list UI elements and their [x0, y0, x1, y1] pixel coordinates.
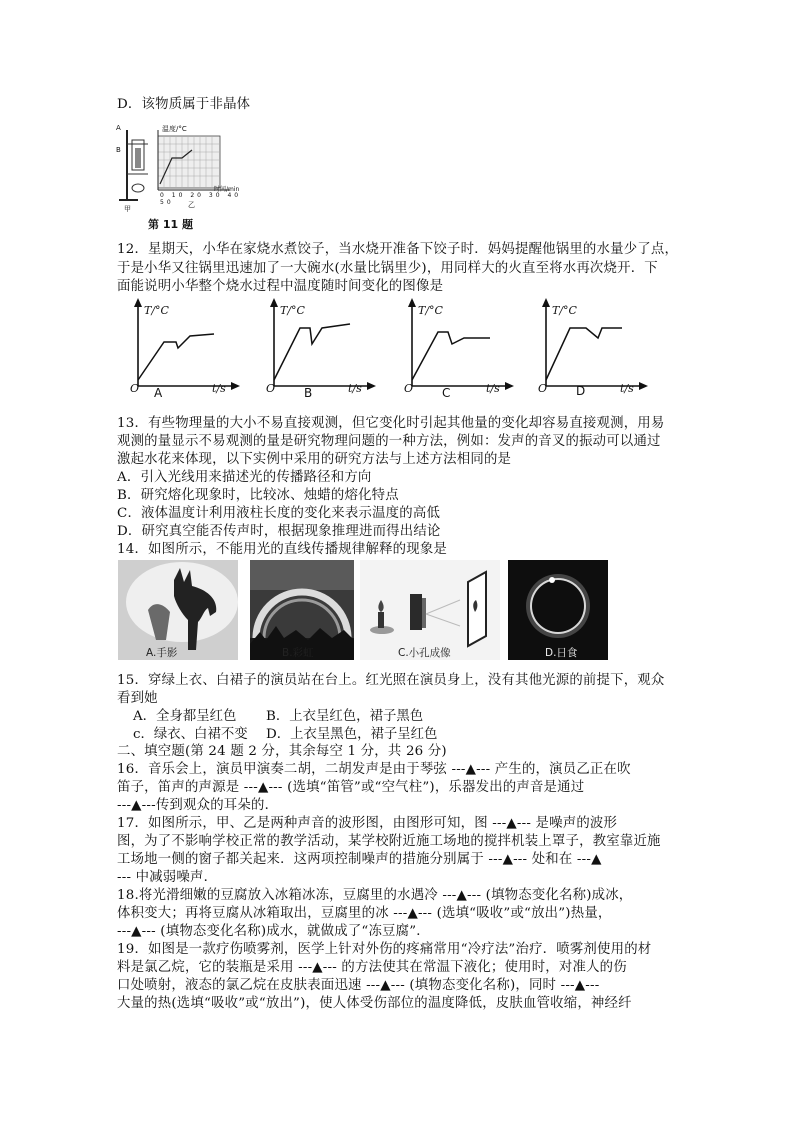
q12-graph-d-xlabel: t/s	[620, 382, 634, 395]
q12-graph-c	[402, 298, 514, 402]
q11-tick: 10	[171, 192, 186, 199]
q13-option-b: B．研究熔化现象时，比较冰、烛蜡的熔化特点	[117, 488, 399, 503]
q12-graph-b-letter: B	[304, 386, 313, 400]
q12-line-3: 面能说明小华整个烧水过程中温度随时间变化的图像是	[117, 279, 444, 294]
q12-graph-d-letter: D	[576, 384, 586, 398]
q19-line-3: 口处喷射，液态的氯乙烷在皮肤表面迅速 ---▲--- (填物态变化名称)，同时 ---▲---	[117, 978, 600, 993]
q11-tick: 20	[190, 192, 204, 199]
q17-line-2: 图，为了不影响学校正常的教学活动，某学校附近施工场地的搅拌机装上罩子，教室靠近施	[117, 834, 661, 849]
q19-line-1: 19．如图是一款疗伤喷雾剂，医学上针对外伤的疼痛常用“冷疗法”治疗．喷雾剂使用的材	[117, 942, 652, 957]
q15-option-a: A．全身都呈红色	[133, 709, 237, 724]
q13-line-2: 观测的量显示不易观测的量是研究物理问题的一种方法，例如：发声的音叉的振动可以通过	[117, 434, 661, 449]
q11-ylabel: 温度/°C	[162, 125, 187, 133]
q11-tick: 50	[160, 199, 174, 206]
q15-line-1: 15．穿绿上衣、白裙子的演员站在台上。红光照在演员身上，没有其他光源的前提下，观众	[117, 673, 665, 688]
q11-xlabel: 时间/min	[214, 186, 240, 193]
q15-line-2: 看到她	[117, 691, 158, 706]
q12-graph-b	[264, 298, 376, 402]
q12-graph-d	[536, 298, 648, 402]
q15-option-d: D．上衣呈黑色，裙子呈红色	[266, 727, 438, 742]
q16-line-2: 笛子，笛声的声源是 ---▲--- (选填“笛管”或“空气柱”)，乐器发出的声音是通过	[117, 780, 585, 795]
q12-graph-b-origin: O	[266, 382, 276, 395]
q11-option-d: D．该物质属于非晶体	[117, 97, 251, 112]
q12-graph-c-origin: O	[404, 382, 414, 395]
q19-line-2: 料是氯乙烷，它的装瓶是采用 ---▲--- 的方法使其在常温下液化；使用时，对准人的伤	[117, 960, 627, 975]
q11-figure-drawing	[116, 124, 256, 230]
q12-graph-c-xlabel: t/s	[486, 382, 500, 395]
q11-figure-caption: 第 11 题	[148, 218, 193, 231]
q12-graph-b-ylabel: T/°C	[280, 304, 305, 317]
q17-line-1: 17．如图所示，甲、乙是两种声音的波形图，由图形可知，图 ---▲--- 是噪声的波形	[117, 816, 618, 831]
q11-tick: 30	[208, 192, 223, 199]
q11-figure	[116, 124, 256, 230]
q15-option-c: c．绿衣、白裙不变	[133, 727, 248, 742]
q11-ticks	[160, 192, 256, 206]
q11-tick: 40	[227, 192, 242, 199]
q12-graph-d-origin: O	[538, 382, 548, 395]
q14-caption-b: B.彩虹	[282, 647, 314, 659]
q13-line-3: 激起水花来体现，以下实例中采用的研究方法与上述方法相同的是	[117, 452, 512, 467]
q14-stem: 14．如图所示，不能用光的直线传播规律解释的现象是	[117, 542, 448, 557]
q18-line-3: ---▲--- (填物态变化名称)成水，就做成了“冻豆腐”．	[117, 924, 430, 939]
q13-line-1: 13．有些物理量的大小不易直接观测，但它变化时引起其他量的变化却容易直接观测，用易	[117, 416, 665, 431]
q11-label-a: A	[116, 124, 121, 132]
q18-line-2: 体积变大；再将豆腐从冰箱取出，豆腐里的冰 ---▲--- (选填“吸收”或“放出”)热量，	[117, 906, 612, 921]
q12-line-2: 于是小华又往锅里迅速加了一大碗水(水量比锅里少)，用同样大的火直至将水再次烧开．下	[117, 261, 658, 276]
q14-caption-c: C.小孔成像	[398, 647, 451, 659]
q13-option-a: A．引入光线用来描述光的传播路径和方向	[117, 470, 372, 485]
q12-graph-a-letter: A	[154, 386, 163, 400]
q13-option-d: D．研究真空能否传声时，根据现象推理进而得出结论	[117, 524, 441, 539]
q11-tick: 0	[160, 192, 167, 199]
q11-sub-a: 甲	[124, 205, 131, 213]
q16-line-1: 16．音乐会上，演员甲演奏二胡，二胡发声是由于琴弦 ---▲--- 产生的，演员乙正在吹	[117, 762, 631, 777]
q11-label-b: B	[116, 146, 121, 154]
q12-graph-b-xlabel: t/s	[348, 382, 362, 395]
q12-graph-c-letter: C	[442, 386, 451, 400]
q17-line-3: 工场地一侧的窗子都关起来．这两项控制噪声的措施分别属于 ---▲--- 处和在 ---▲	[117, 852, 602, 867]
q14-photo-hand-shadow	[118, 560, 238, 660]
q12-graph-a-xlabel: t/s	[212, 382, 226, 395]
hand-shadow-icon	[118, 560, 238, 660]
q11-sub-b: 乙	[188, 201, 195, 209]
q12-line-1: 12．星期天，小华在家烧水煮饺子，当水烧开准备下饺子时．妈妈提醒他锅里的水量少了点，	[117, 242, 679, 257]
q12-graph-a-origin: O	[130, 382, 140, 395]
q14-caption-d: D.日食	[545, 647, 578, 659]
q17-line-4: --- 中减弱噪声．	[117, 870, 218, 885]
q12-graph-c-ylabel: T/°C	[418, 304, 443, 317]
q16-line-3: ---▲---传到观众的耳朵的．	[117, 798, 279, 813]
q19-line-4: 大量的热(选填“吸收”或“放出”)，使人体受伤部位的温度降低，皮肤血管收缩，神经纤	[117, 996, 632, 1011]
q13-option-c: C．液体温度计利用液柱长度的变化来表示温度的高低	[117, 506, 441, 521]
q12-graph-a	[128, 298, 240, 402]
q14-caption-a: A.手影	[146, 647, 178, 659]
q12-graph-a-ylabel: T/°C	[144, 304, 169, 317]
q15-option-b: B．上衣呈红色，裙子黑色	[266, 709, 424, 724]
q18-line-1: 18.将光滑细嫩的豆腐放入冰箱冰冻，豆腐里的水遇冷 ---▲--- (填物态变化名称)成冰，	[117, 888, 633, 903]
section-2-title: 二、填空题(第 24 题 2 分，其余每空 1 分，共 26 分)	[117, 744, 447, 759]
q12-graph-d-ylabel: T/°C	[552, 304, 577, 317]
